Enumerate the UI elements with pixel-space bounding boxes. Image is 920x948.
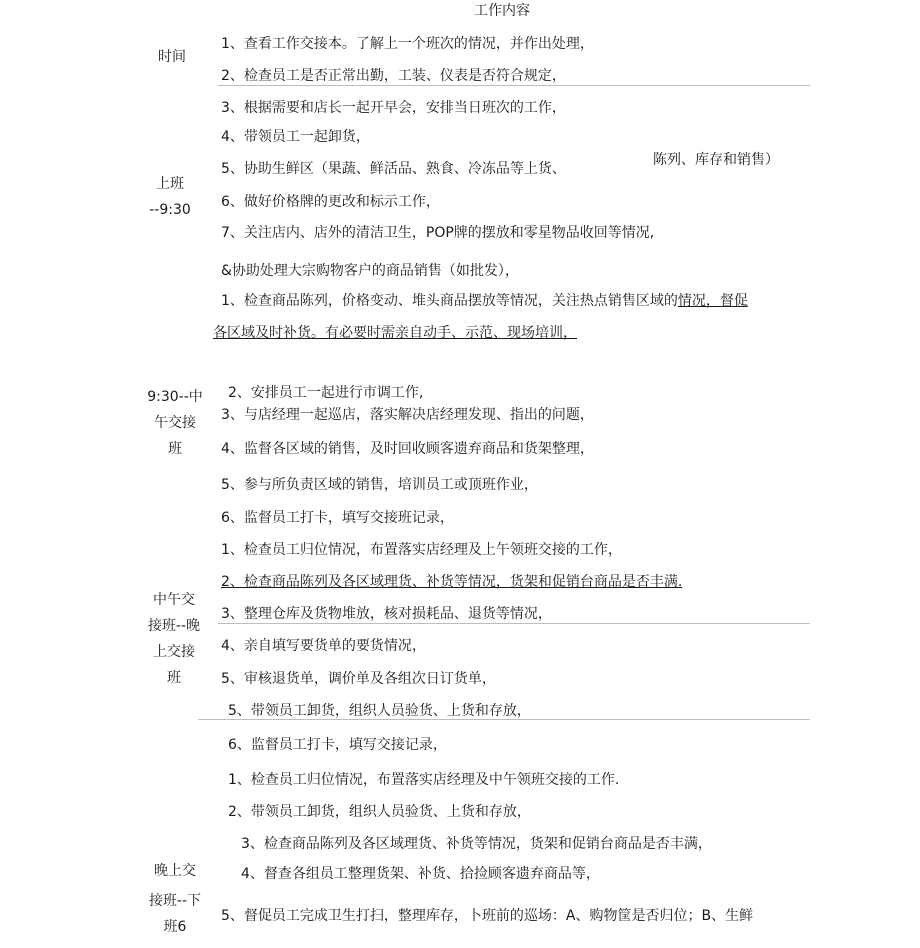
task-item xyxy=(221,292,748,310)
task-item: 2、带领员工卸货，组织人员验货、上货和存放， xyxy=(228,804,531,820)
task-item: 6、做好价格牌的更改和标示工作， xyxy=(221,194,440,210)
task-text-underlined: 情况，督促 xyxy=(677,293,748,309)
task-item: 5、督促员工完成卫生打扫，整理库存，卜班前的巡场：A、购物筐是否归位；B、生鲜 xyxy=(221,908,754,924)
section-time-label: 中午交 接班--晚 上交接 班 xyxy=(147,592,201,686)
content-column-header: 工作内容 xyxy=(474,3,530,19)
row-divider xyxy=(218,623,810,624)
task-item: 3、整理仓库及货物堆放，核对损耗品、退货等情况， xyxy=(221,606,552,622)
task-item: 4、亲自填写要货单的要货情况， xyxy=(221,638,426,654)
task-item: 6、监督员工打卡，填写交接记录， xyxy=(228,737,447,753)
task-item: 2、检查商品陈列及各区域理货、补货等情况，货架和促销台商品是否丰满. xyxy=(221,574,683,590)
task-item: 3、检查商品陈列及各区域理货、补货等情况，货架和促销台商品是否丰满， xyxy=(241,836,712,852)
task-item: 5、参与所负责区域的销售，培训员工或顶班作业， xyxy=(221,477,538,493)
task-item: 4、带领员工一起卸货， xyxy=(221,129,370,145)
task-text: 1、检查商品陈列，价格变动、堆头商品摆放等情况，关注热点销售区域的 xyxy=(221,293,678,309)
task-item: 5、带领员工卸货，组织人员验货、上货和存放， xyxy=(228,703,531,719)
task-item: 7、关注店内、店外的清洁卫生，POP牌的摆放和零星物品收回等情况, xyxy=(221,225,655,241)
task-item: 2、安排员工一起进行市调工作, xyxy=(228,385,424,401)
section-time-label: 晚上交 接班--下 班6 xyxy=(148,863,202,935)
task-item: 1、检查员工归位情况，布置落实店经理及中午领班交接的工作. xyxy=(228,772,620,788)
task-item: &协助处理大宗购物客户的商品销售（如批发）， xyxy=(221,263,519,279)
time-column-header: 时间 xyxy=(158,49,186,65)
section-time-label: 9:30--中 午交接 班 xyxy=(147,389,203,457)
task-item-continued: 各区域及时补货。有必要时需亲自动手、示范、现场培训， xyxy=(213,325,577,341)
task-item: 2、检查员工是否正常出勤，工装、仪表是否符合规定， xyxy=(221,68,566,84)
task-item: 6、监督员工打卡，填写交接班记录， xyxy=(221,510,454,526)
task-item: 3、与店经理一起巡店，落实解决店经理发现、指出的问题， xyxy=(221,407,594,423)
task-item: 3、根据需要和店长一起开早会，安排当日班次的工作， xyxy=(221,100,566,116)
section-time-label: 上班 --9:30 xyxy=(149,176,191,218)
row-divider xyxy=(218,85,810,86)
task-item: 5、协助生鲜区（果蔬、鲜活品、熟食、冷冻品等上货、 xyxy=(221,161,566,177)
task-item: 4、监督各区域的销售，及时回收顾客遗弃商品和货架整理， xyxy=(221,441,594,457)
task-item: 1、检查员工归位情况，布置落实店经理及上午领班交接的工作， xyxy=(221,542,622,558)
task-item: 4、督查各组员工整理货架、补货、拾捡顾客遗弃商品等， xyxy=(241,866,600,882)
side-note: 陈列、库存和销售） xyxy=(653,152,779,168)
task-item: 1、查看工作交接本。了解上一个班次的情况，并作出处理， xyxy=(221,36,594,52)
task-item: 5、审核退货单，调价单及各组次日订货单， xyxy=(221,671,496,687)
